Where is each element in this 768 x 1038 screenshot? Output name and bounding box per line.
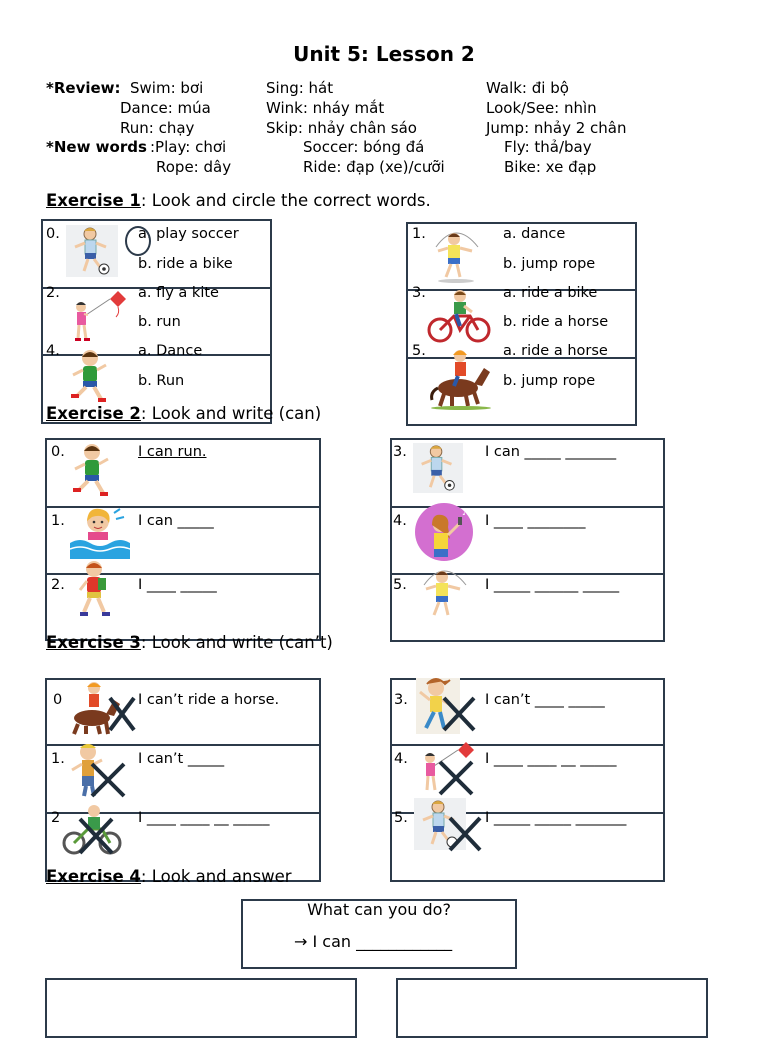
option-a[interactable]: a. ride a horse xyxy=(503,343,608,359)
review-word: Run: chạy xyxy=(120,119,195,137)
walking-boy-picture xyxy=(72,560,116,620)
jump-rope-boy-picture xyxy=(414,565,476,623)
soccer-player-picture xyxy=(414,798,482,856)
review-label: *Review: xyxy=(46,79,121,97)
kite-girl-picture xyxy=(68,289,128,345)
bike-rider-picture xyxy=(426,288,492,344)
answer-blank[interactable]: I _____ ______ _____ xyxy=(485,577,620,593)
review-word: Walk: đi bộ xyxy=(486,79,569,97)
option-b[interactable]: b. Run xyxy=(138,373,185,389)
review-word: Skip: nhảy chân sáo xyxy=(266,119,417,137)
review-word: Sing: hát xyxy=(266,79,334,97)
item-number: 2. xyxy=(51,577,65,593)
page-title: Unit 5: Lesson 2 xyxy=(293,42,475,66)
new-word: Bike: xe đạp xyxy=(504,158,597,176)
item-number: 0. xyxy=(51,444,65,460)
ex4-answer-blank[interactable]: → I can ____________ xyxy=(294,932,453,951)
answer-blank[interactable]: I ____ _____ xyxy=(138,577,217,593)
new-word: Fly: thả/bay xyxy=(504,138,592,156)
answer-circle xyxy=(125,226,151,256)
answer-blank[interactable]: I ____ ____ __ _____ xyxy=(138,810,270,826)
example-answer: I can’t ride a horse. xyxy=(138,692,280,708)
option-b[interactable]: b. ride a bike xyxy=(138,256,233,272)
item-number: 1. xyxy=(412,226,426,242)
item-number: 4. xyxy=(393,513,407,529)
item-number: 2 xyxy=(51,810,61,826)
option-a[interactable]: a. dance xyxy=(503,226,566,242)
option-a[interactable]: a. play soccer xyxy=(138,226,239,242)
item-number: 0 xyxy=(53,692,63,708)
running-boy-picture xyxy=(70,443,114,497)
answer-blank[interactable]: I can _____ xyxy=(138,513,214,529)
new-word: :Play: chơi xyxy=(150,138,227,156)
winking-man-picture xyxy=(64,740,128,798)
review-word: Jump: nhảy 2 chân xyxy=(486,119,627,137)
item-number: 3. xyxy=(394,692,408,708)
soccer-player-picture xyxy=(413,443,463,493)
drawing-box-left[interactable] xyxy=(45,978,357,1038)
answer-blank[interactable]: I ____ ____ __ _____ xyxy=(485,751,617,767)
horse-rider-picture xyxy=(428,346,494,410)
item-number: 5. xyxy=(412,343,426,359)
dancing-man-picture xyxy=(414,676,478,738)
item-number: 3. xyxy=(393,444,407,460)
singing-girl-picture xyxy=(414,503,476,561)
new-word: Soccer: bóng đá xyxy=(303,138,425,156)
swimming-girl-picture xyxy=(70,505,130,559)
drawing-box-right[interactable] xyxy=(396,978,708,1038)
option-b[interactable]: b. ride a horse xyxy=(503,314,609,330)
option-a[interactable]: a. fly a kite xyxy=(138,285,219,301)
review-word: Look/See: nhìn xyxy=(486,99,597,117)
answer-blank[interactable]: I can’t _____ xyxy=(138,751,225,767)
item-number: 4. xyxy=(394,751,408,767)
kite-girl-picture xyxy=(418,740,478,798)
exercise-3-heading: Exercise 3: Look and write (can’t) xyxy=(46,633,333,652)
review-word: Wink: nháy mắt xyxy=(266,99,385,117)
item-number: 5. xyxy=(394,810,408,826)
review-word: Dance: múa xyxy=(120,99,211,117)
exercise-4-heading: Exercise 4: Look and answer xyxy=(46,867,292,886)
bike-rider-picture xyxy=(60,803,132,857)
jump-rope-boy-picture xyxy=(426,227,488,285)
new-words-label: *New words xyxy=(46,138,147,156)
horse-rider-picture xyxy=(64,680,136,738)
soccer-player-picture xyxy=(66,225,118,277)
item-number: 1. xyxy=(51,513,65,529)
item-number: 0. xyxy=(46,226,60,242)
running-boy-picture xyxy=(68,349,112,403)
item-number: 3. xyxy=(412,285,426,301)
exercise-1-heading: Exercise 1: Look and circle the correct words. xyxy=(46,191,431,210)
option-a[interactable]: a. Dance xyxy=(138,343,203,359)
review-word: Swim: bơi xyxy=(130,79,204,97)
example-answer: I can run. xyxy=(138,444,207,460)
item-number: 5. xyxy=(393,577,407,593)
item-number: 4. xyxy=(46,343,60,359)
item-number: 2. xyxy=(46,285,60,301)
option-b[interactable]: b. jump rope xyxy=(503,256,596,272)
answer-blank[interactable]: I ____ ________ xyxy=(485,513,586,529)
svg-text:♪: ♪ xyxy=(462,508,468,518)
option-b[interactable]: b. run xyxy=(138,314,181,330)
exercise-2-heading: Exercise 2: Look and write (can) xyxy=(46,404,322,423)
option-b[interactable]: b. jump rope xyxy=(503,373,596,389)
answer-blank[interactable]: I _____ _____ _______ xyxy=(485,810,627,826)
new-word: Ride: đạp (xe)/cưỡi xyxy=(303,158,445,176)
new-word: Rope: dây xyxy=(156,158,232,176)
answer-blank[interactable]: I can’t ____ _____ xyxy=(485,692,605,708)
ex4-question: What can you do? xyxy=(307,900,451,919)
option-a[interactable]: a. ride a bike xyxy=(503,285,598,301)
answer-blank[interactable]: I can _____ _______ xyxy=(485,444,617,460)
item-number: 1. xyxy=(51,751,65,767)
